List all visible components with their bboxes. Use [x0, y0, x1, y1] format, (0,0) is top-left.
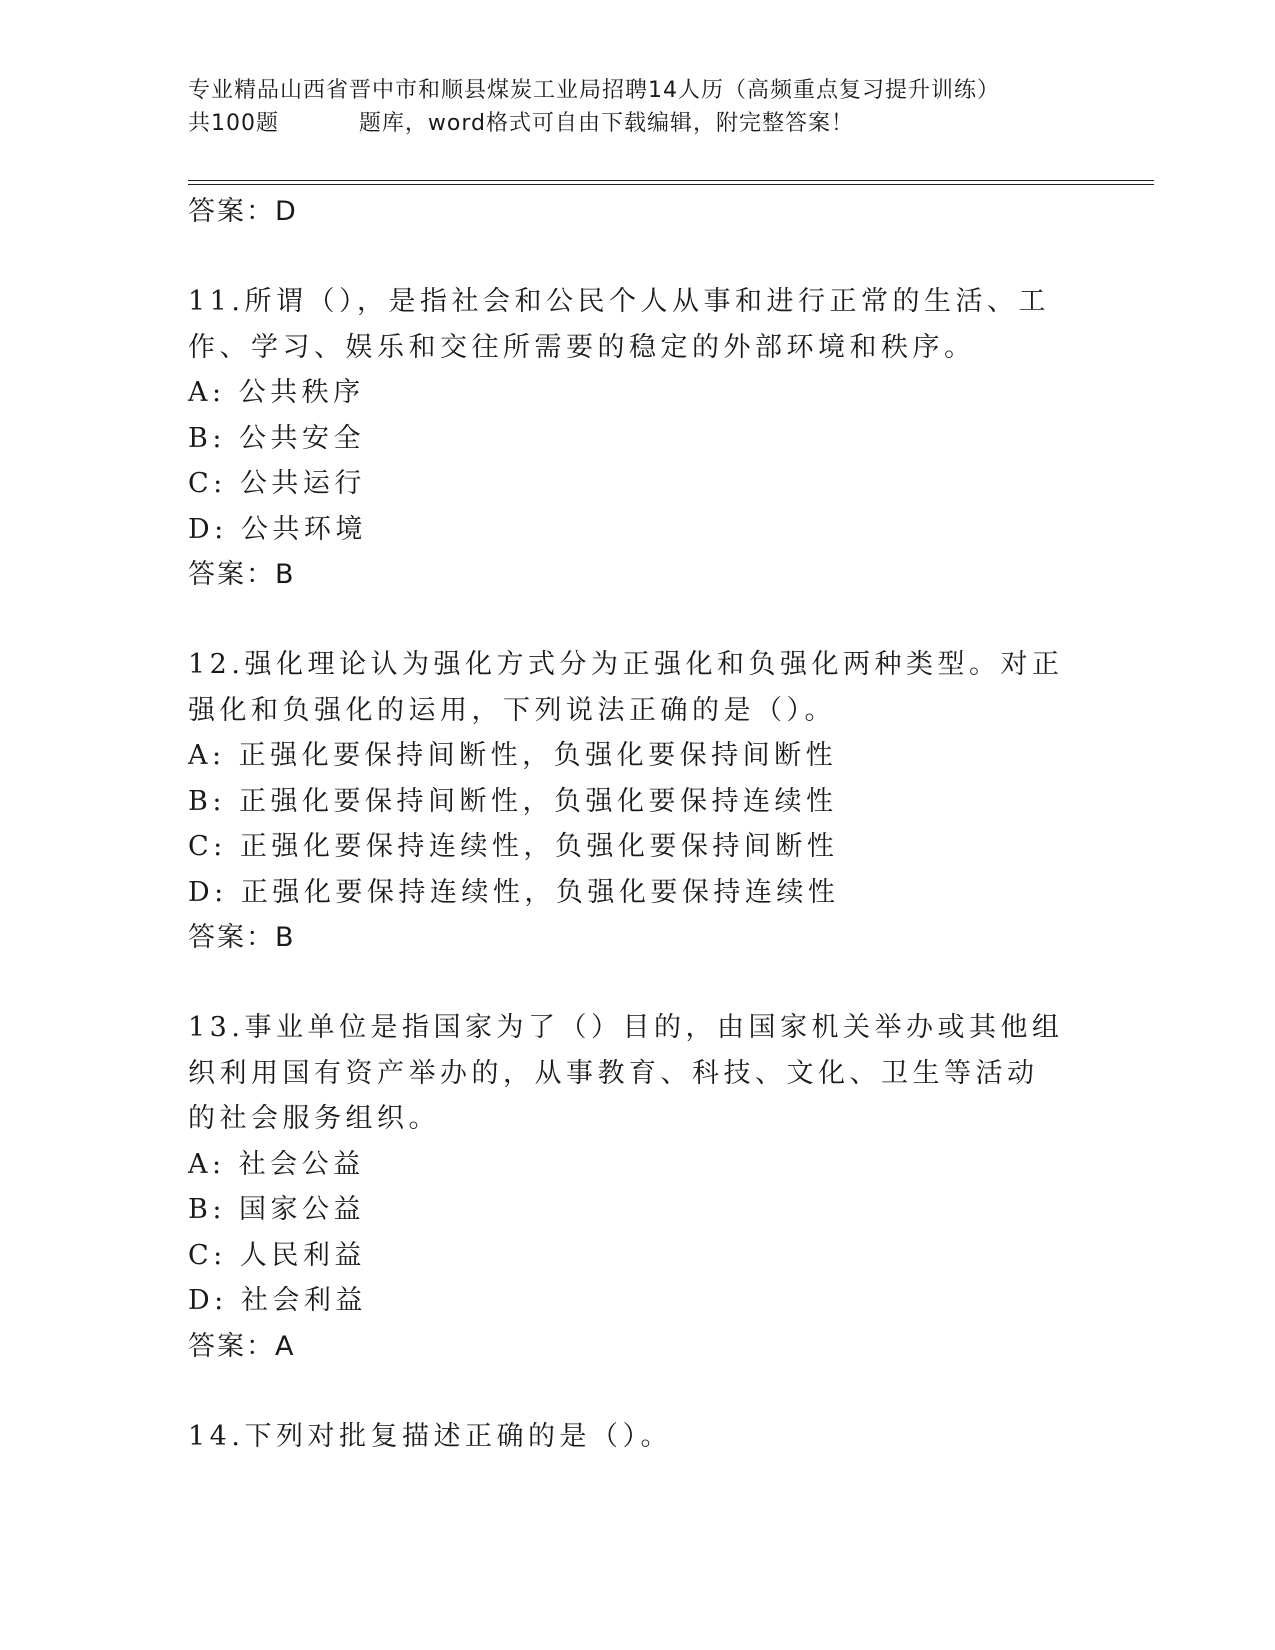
option-d: D: 正强化要保持连续性，负强化要保持连续性 — [188, 876, 840, 908]
question-text: 12.强化理论认为强化方式分为正强化和负强化两种类型。对正强化和负强化的运用，下列说法正确的是（）。 — [188, 649, 1064, 726]
document-header — [188, 74, 1148, 140]
header-divider-bottom — [188, 184, 1154, 185]
option-c: C: 人民利益 — [188, 1239, 366, 1271]
option-d: D: 社会利益 — [188, 1285, 367, 1316]
header-subtitle-line: 共100题 题库，word格式可自由下载编辑，附完整答案！ — [188, 111, 855, 136]
option-d: D: 公共环境 — [188, 513, 367, 545]
answer-line: 答案：A — [188, 1330, 296, 1362]
header-title-line: 专业精品山西省晋中市和顺县煤炭工业局招聘14人历（高频重点复习提升训练） — [188, 78, 1000, 103]
answer-line: 答案：D — [188, 196, 298, 227]
question-14 — [188, 1414, 1088, 1460]
option-a: A: 正强化要保持间断性，负强化要保持间断性 — [188, 740, 838, 771]
question-text: 13.事业单位是指国家为了（）目的，由国家机关举办或其他组织利用国有资产举办的，从事教育、科技、文化、卫生等活动的社会服务组织。 — [188, 1012, 1064, 1134]
question-13 — [188, 1005, 1088, 1369]
question-12 — [188, 642, 1088, 960]
option-b: B: 正强化要保持间断性，负强化要保持连续性 — [188, 785, 838, 817]
option-c: C: 公共运行 — [188, 468, 366, 499]
option-b: B: 国家公益 — [188, 1194, 366, 1225]
document-body — [188, 189, 1088, 1459]
question-11 — [188, 279, 1088, 597]
option-b: B: 公共安全 — [188, 422, 366, 454]
option-c: C: 正强化要保持连续性，负强化要保持间断性 — [188, 831, 839, 862]
question-text: 14.下列对批复描述正确的是（）。 — [188, 1420, 672, 1452]
option-a: A: 公共秩序 — [188, 377, 365, 408]
question-text: 11.所谓（），是指社会和公民个人从事和进行正常的生活、工作、学习、娱乐和交往所需要的稳定的外部环境和秩序。 — [188, 286, 1050, 363]
answer-line: 答案：B — [188, 559, 296, 590]
header-divider-top — [188, 180, 1154, 181]
answer-line: 答案：B — [188, 922, 296, 953]
option-a: A: 社会公益 — [188, 1148, 365, 1180]
